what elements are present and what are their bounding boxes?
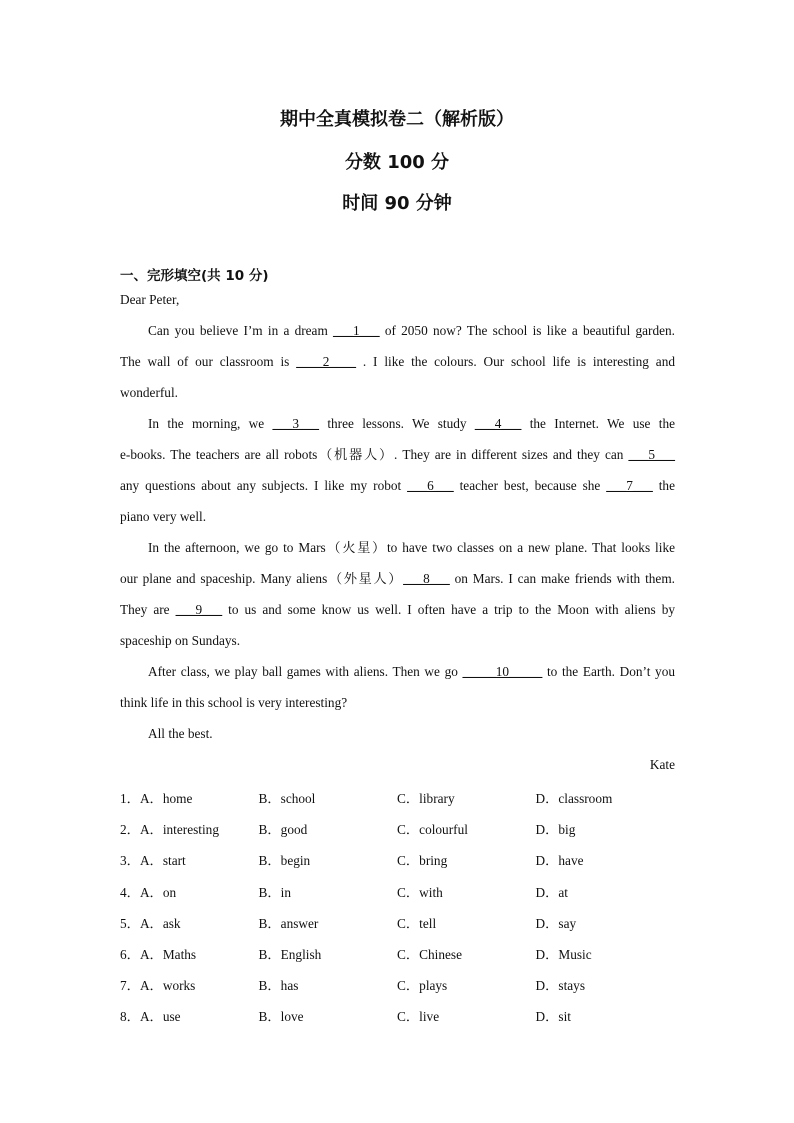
section-heading: 一、完形填空(共 10 分) (120, 268, 269, 284)
paragraph-4-line-1 (120, 656, 675, 687)
paragraph-1-line-3: wonderful. (120, 385, 178, 400)
option-row-7 (120, 970, 680, 1001)
text-span: three lessons. We study (319, 416, 475, 431)
letter-closing: All the best. (148, 726, 213, 741)
text-span: to us and some know us well. I often have a trip to the Moon with aliens by (222, 602, 675, 617)
paragraph-2-line-1 (120, 408, 675, 439)
text-span: to the Earth. Don’t you (542, 664, 675, 679)
text-span: After class, we play ball games with aliens. Then we go (148, 664, 463, 679)
text-span: on Mars. I can make friends with them. (449, 571, 675, 586)
letter-greeting: Dear Peter, (120, 292, 180, 307)
option-7d: D．stays (535, 978, 585, 994)
option-2b: B．good (258, 822, 308, 838)
paragraph-3-line-2 (120, 563, 675, 594)
option-2a: 2．A．interesting (120, 822, 219, 838)
option-5b: B．answer (258, 915, 319, 931)
option-6a: 6．A．Maths (120, 946, 197, 962)
option-3c: C．bring (397, 853, 448, 869)
option-3d: D．have (535, 853, 584, 869)
blank-4: ___4___ (474, 416, 522, 431)
option-2d: D．big (535, 822, 576, 838)
option-4b: B．in (258, 884, 292, 900)
paragraph-3-line-4: spaceship on Sundays. (120, 633, 241, 648)
option-3b: B．begin (258, 853, 311, 869)
option-8c: C．live (397, 1009, 440, 1025)
option-2c: C．colourful (397, 822, 468, 838)
document-title: 期中全真模拟卷二（解析版） (280, 109, 514, 130)
letter-signature: Kate (649, 757, 675, 772)
paragraph-2-line-2 (120, 439, 675, 470)
text-span: Can you believe I’m in a dream (148, 323, 334, 338)
option-8b: B．love (258, 1009, 304, 1025)
blank-9: ___9___ (175, 602, 223, 617)
answer-options (120, 783, 680, 1033)
option-row-2 (120, 814, 680, 845)
text-span: In the morning, we (148, 416, 273, 431)
text-span: e-books. The teachers are all robots（机器人）. They are in different sizes and they can (120, 447, 629, 462)
option-5d: D．say (535, 915, 577, 931)
option-4a: 4．A．on (120, 884, 177, 900)
option-row-8 (120, 1001, 680, 1032)
paragraph-4-line-2: think life in this school is very interesting? (120, 695, 348, 710)
time-line: 时间 90 分钟 (342, 193, 452, 214)
option-6d: D．Music (535, 946, 592, 962)
letter-body (120, 284, 675, 780)
blank-3: ___3___ (272, 416, 320, 431)
text-span: of 2050 now? The school is like a beautiful garden. (379, 323, 675, 338)
text-span: . I like the colours. Our school life is interesting and (356, 354, 675, 369)
text-span: The wall of our classroom is (120, 354, 297, 369)
text-span: any questions about any subjects. I like my robot (120, 478, 408, 493)
option-1b: B．school (258, 791, 316, 806)
text-span: the Internet. We use the (521, 416, 675, 431)
option-3a: 3．A．start (120, 853, 186, 869)
text-span: the (652, 478, 675, 493)
option-7b: B．has (258, 978, 299, 994)
option-row-6 (120, 939, 680, 970)
blank-10: _____10_____ (462, 664, 543, 679)
paragraph-1-line-2 (120, 346, 675, 377)
blank-5: ___5___ (628, 447, 675, 462)
option-6c: C．Chinese (397, 946, 463, 962)
option-8a: 8．A．use (120, 1009, 181, 1025)
option-row-5 (120, 908, 680, 939)
option-1d: D．classroom (535, 791, 613, 806)
paragraph-1-line-1 (120, 315, 675, 346)
blank-7: ___7___ (606, 478, 653, 493)
option-1a: 1．A．home (120, 791, 193, 806)
option-1c: C．library (397, 791, 455, 806)
text-span: They are (120, 602, 176, 617)
option-5a: 5．A．ask (120, 915, 181, 931)
blank-2: ____2____ (296, 354, 357, 369)
paragraph-2-line-4: piano very well. (120, 509, 207, 524)
paragraph-2-line-3 (120, 470, 675, 501)
option-4d: D．at (535, 884, 568, 900)
option-7a: 7．A．works (120, 978, 196, 994)
blank-1: ___1___ (333, 323, 380, 338)
text-span: teacher best, because she (453, 478, 607, 493)
option-4c: C．with (397, 884, 443, 900)
option-row-4 (120, 877, 680, 908)
score-line: 分数 100 分 (344, 152, 450, 173)
option-row-1 (120, 783, 680, 814)
option-8d: D．sit (535, 1009, 571, 1025)
text-span: our plane and spaceship. Many aliens（外星人） (120, 571, 404, 586)
option-row-3 (120, 845, 680, 876)
blank-8: ___8___ (403, 571, 450, 586)
option-7c: C．plays (397, 978, 448, 994)
option-6b: B．English (258, 946, 322, 962)
paragraph-3-line-1: In the afternoon, we go to Mars（火星）to have two classes on a new plane. That looks like (148, 540, 675, 555)
paragraph-3-line-3 (120, 594, 675, 625)
blank-6: ___6___ (407, 478, 454, 493)
option-5c: C．tell (397, 915, 437, 931)
